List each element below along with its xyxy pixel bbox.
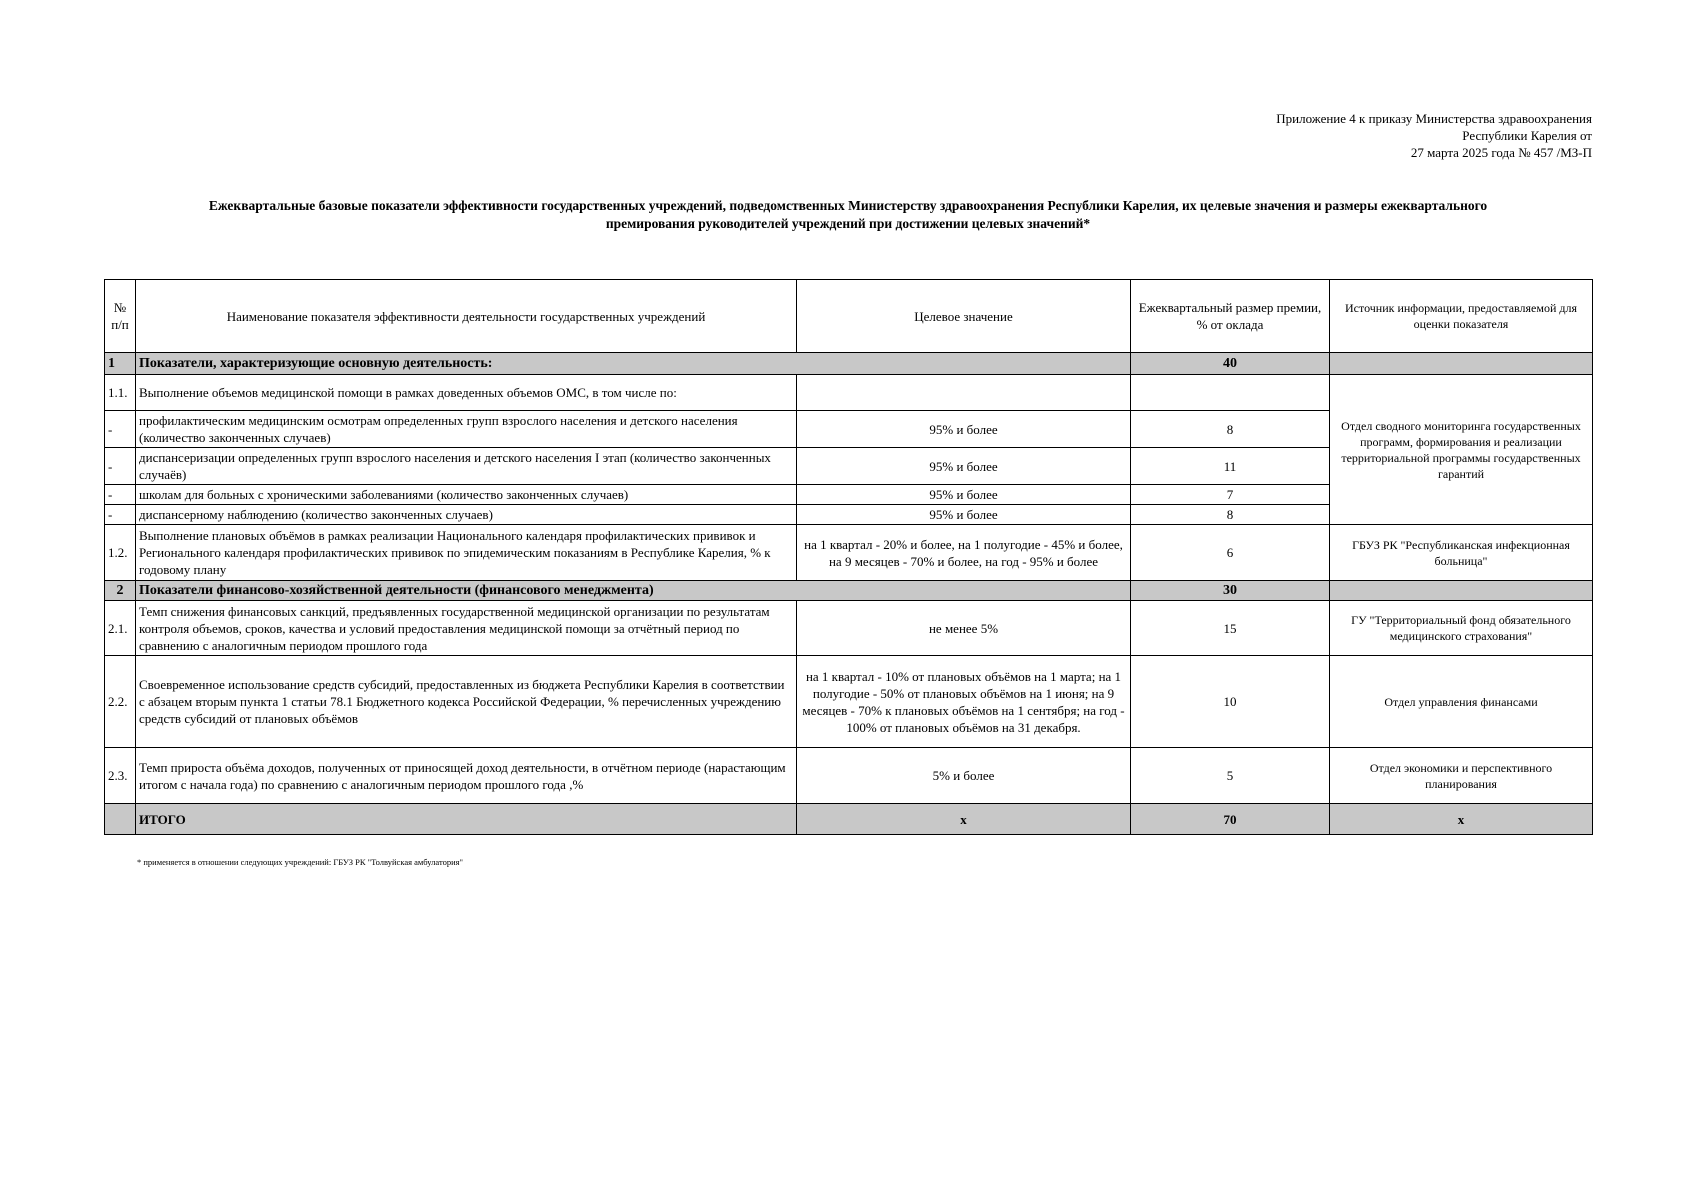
section-name: Показатели, характеризующие основную деятельность: — [136, 353, 1131, 375]
header-name: Наименование показателя эффективности деятельности государственных учреждений — [136, 280, 797, 353]
row-name: школам для больных с хроническими заболеваниями (количество законченных случаев) — [136, 485, 797, 505]
section-num: 1 — [105, 353, 136, 375]
row-bonus: 8 — [1131, 411, 1330, 448]
table-row — [105, 748, 1593, 804]
row-name: Выполнение объемов медицинской помощи в рамках доведенных объемов ОМС, в том числе по: — [136, 375, 797, 411]
row-target — [797, 375, 1131, 411]
row-source: Отдел управления финансами — [1330, 656, 1593, 748]
total-label: ИТОГО — [136, 804, 797, 835]
section-num: 2 — [105, 581, 136, 601]
row-name: диспансеризации определенных групп взрослого населения и детского населения I этап (количество законченных случаёв) — [136, 448, 797, 485]
header-row — [105, 280, 1593, 353]
section-source — [1330, 581, 1593, 601]
table-row — [105, 601, 1593, 656]
document-title — [104, 197, 1592, 233]
row-name: Темп снижения финансовых санкций, предъявленных государственной медицинской организации по результатам контроля объемов, сроков, качества и условий предоставления медицинской помощи за отчётный период по сравнению с аналогичным периодом прошлого года — [136, 601, 797, 656]
row-bonus: 15 — [1131, 601, 1330, 656]
total-source: x — [1330, 804, 1593, 835]
row-target: на 1 квартал - 20% и более, на 1 полугодие - 45% и более, на 9 месяцев - 70% и более, на год - 95% и более — [797, 525, 1131, 581]
row-target: 95% и более — [797, 505, 1131, 525]
row-target: 95% и более — [797, 448, 1131, 485]
title-line: Ежеквартальные базовые показатели эффективности государственных учреждений, подведомственных Министерству здравоохранения Республики Карелия, их целевые значения и размеры ежеквартального — [208, 198, 1488, 213]
row-target: 95% и более — [797, 411, 1131, 448]
row-num: 2.2. — [105, 656, 136, 748]
section-source — [1330, 353, 1593, 375]
row-source: ГУ "Территориальный фонд обязательного медицинского страхования" — [1330, 601, 1593, 656]
row-num: 2.1. — [105, 601, 136, 656]
row-source: Отдел сводного мониторинга государственных программ, формирования и реализации территориальной программы государственных гарантий — [1330, 375, 1593, 525]
total-target: x — [797, 804, 1131, 835]
row-num: 1.1. — [105, 375, 136, 411]
row-bonus: 10 — [1131, 656, 1330, 748]
section-row-2 — [105, 581, 1593, 601]
row-source: Отдел экономики и перспективного планирования — [1330, 748, 1593, 804]
header-target: Целевое значение — [797, 280, 1131, 353]
header-source: Источник информации, предоставляемой для оценки показателя — [1330, 280, 1593, 353]
header-bonus: Ежеквартальный размер премии, % от оклада — [1131, 280, 1330, 353]
row-name: Своевременное использование средств субсидий, предоставленных из бюджета Республики Карелия в соответствии с абзацем вторым пункта 1 статьи 78.1 Бюджетного кодекса Российской Федерации, % перечисленных учреждению средств субсидий от плановых объёмов — [136, 656, 797, 748]
section-name: Показатели финансово-хозяйственной деятельности (финансового менеджмента) — [136, 581, 1131, 601]
section-bonus: 40 — [1131, 353, 1330, 375]
footnote: * применяется в отношении следующих учреждений: ГБУЗ РК "Толвуйская амбулатория" — [137, 857, 463, 867]
header-num: № п/п — [105, 280, 136, 353]
table-row — [105, 525, 1593, 581]
row-target: 5% и более — [797, 748, 1131, 804]
row-num: - — [105, 505, 136, 525]
appendix-line: Республики Карелия от — [1462, 128, 1592, 143]
row-bonus — [1131, 375, 1330, 411]
indicators-table — [104, 279, 1593, 835]
table-row — [105, 375, 1593, 411]
total-num — [105, 804, 136, 835]
row-name: профилактическим медицинским осмотрам определенных групп взрослого населения и детского населения (количество законченных случаев) — [136, 411, 797, 448]
row-bonus: 11 — [1131, 448, 1330, 485]
appendix-reference — [1172, 110, 1592, 161]
total-bonus: 70 — [1131, 804, 1330, 835]
row-target: не менее 5% — [797, 601, 1131, 656]
row-num: - — [105, 485, 136, 505]
row-num: 2.3. — [105, 748, 136, 804]
row-num: - — [105, 448, 136, 485]
section-row-1 — [105, 353, 1593, 375]
row-num: - — [105, 411, 136, 448]
row-bonus: 8 — [1131, 505, 1330, 525]
row-bonus: 6 — [1131, 525, 1330, 581]
appendix-line: Приложение 4 к приказу Министерства здравоохранения — [1276, 111, 1592, 126]
section-bonus: 30 — [1131, 581, 1330, 601]
row-name: Выполнение плановых объёмов в рамках реализации Национального календаря профилактических прививок и Регионального календаря профилактических прививок по эпидемическим показаниям в Республике Карелия, % к годовому плану — [136, 525, 797, 581]
total-row — [105, 804, 1593, 835]
row-name: Темп прироста объёма доходов, полученных от приносящей доход деятельности, в отчётном периоде (нарастающим итогом с начала года) по сравнению с аналогичным периодом прошлого года ,% — [136, 748, 797, 804]
row-target: на 1 квартал - 10% от плановых объёмов на 1 марта; на 1 полугодие - 50% от плановых объёмов на 1 июня; на 9 месяцев - 70% к плановых объёмов на 1 сентября; на год - 100% от плановых объёмов на 31 декабря. — [797, 656, 1131, 748]
title-line: премирования руководителей учреждений при достижении целевых значений* — [605, 216, 1091, 231]
appendix-line: 27 марта 2025 года № 457 /МЗ-П — [1410, 145, 1592, 160]
row-num: 1.2. — [105, 525, 136, 581]
table-row — [105, 656, 1593, 748]
row-bonus: 5 — [1131, 748, 1330, 804]
row-target: 95% и более — [797, 485, 1131, 505]
row-source: ГБУЗ РК "Республиканская инфекционная больница" — [1330, 525, 1593, 581]
row-bonus: 7 — [1131, 485, 1330, 505]
row-name: диспансерному наблюдению (количество законченных случаев) — [136, 505, 797, 525]
